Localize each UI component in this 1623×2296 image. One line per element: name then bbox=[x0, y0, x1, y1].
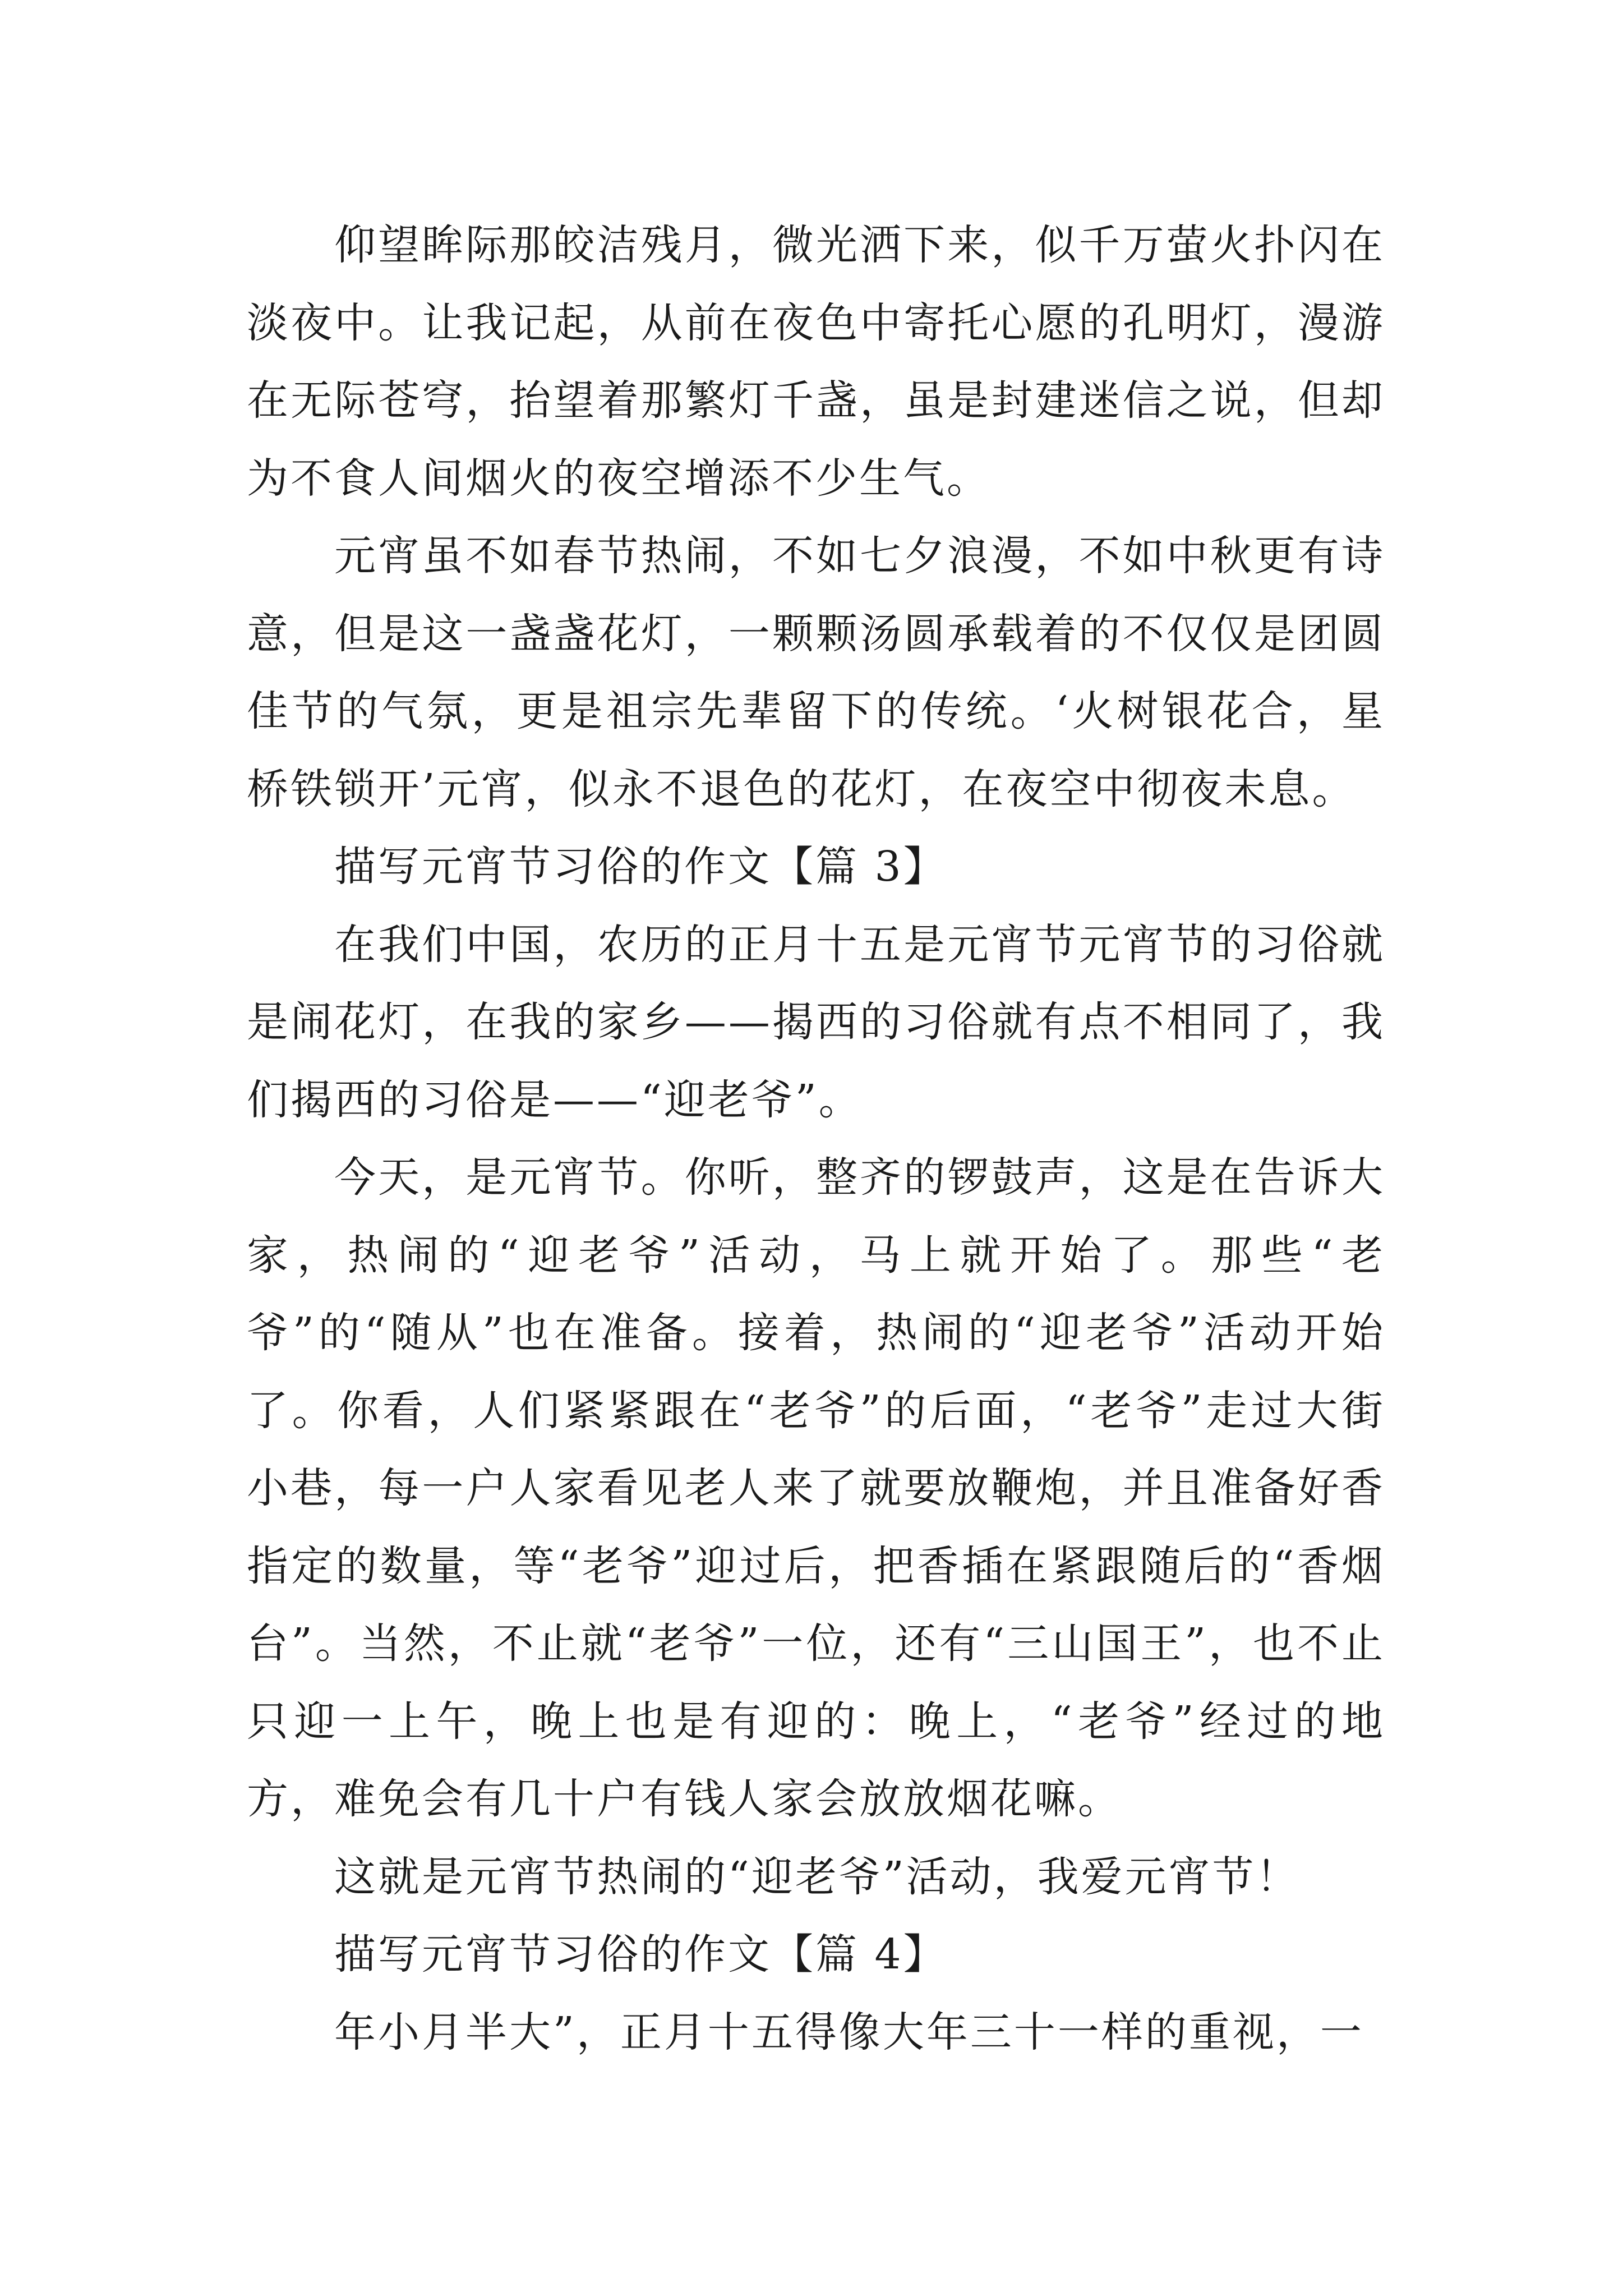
paragraph-festival-day: 今天，是元宵节。你听，整齐的锣鼓声，这是在告诉大家，热闹的“迎老爷”活动，马上就开始了。那些“老爷”的“随从”也在准备。接着，热闹的“迎老爷”活动开始了。你看，人们紧紧跟在“老爷”的后面，“老爷”走过大街小巷，每一户人家看见老人来了就要放鞭炮，并且准备好香指定的数量，等“老爷”迎过后，把香插在紧跟随后的“香烟台”。当然，不止就“老爷”一位，还有“三山国王”，也不止只迎一上午，晚上也是有迎的：晚上，“老爷”经过的地方，难免会有几十户有钱人家会放放烟花嘛。 bbox=[247, 1153, 1385, 1823]
paragraph-lantern: 元宵虽不如春节热闹，不如七夕浪漫，不如中秋更有诗意，但是这一盏盏花灯，一颗颗汤圆承载着的不仅仅是团圆佳节的气氛，更是祖宗先辈留下的传统。‘火树银花合，星桥铁锁开’元宵，似永不退色的花灯，在夜空中彻夜未息。 bbox=[247, 532, 1385, 813]
paragraph-partial: 年小月半大”，正月十五得像大年三十一样的重视，一 bbox=[334, 2008, 1364, 2056]
paragraph-jiexi: 在我们中国，农历的正月十五是元宵节元宵节的习俗就是闹花灯，在我的家乡——揭西的习俗就有点不相同了，我们揭西的习俗是——“迎老爷”。 bbox=[247, 920, 1385, 1124]
paragraph-moon: 仰望眸际那皎洁残月，微光洒下来，似千万萤火扑闪在淡夜中。让我记起，从前在夜色中寄托心愿的孔明灯，漫游在无际苍穹，抬望着那繁灯千盏，虽是封建迷信之说，但却为不食人间烟火的夜空增添不少生气。 bbox=[247, 221, 1385, 503]
section-heading-3: 描写元宵节习俗的作文【篇 3】 bbox=[334, 843, 947, 891]
document-body bbox=[247, 206, 1385, 2071]
paragraph-conclusion: 这就是元宵节热闹的“迎老爷”活动，我爱元宵节！ bbox=[334, 1852, 1300, 1901]
section-heading-4: 描写元宵节习俗的作文【篇 4】 bbox=[334, 1930, 947, 1978]
